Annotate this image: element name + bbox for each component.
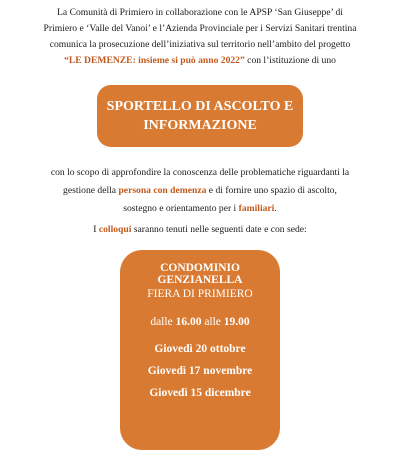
intro-line-1: La Comunità di Primiero in collaborazione con le APSP ‘San Giuseppe’ di	[57, 7, 343, 18]
sessions-highlight: colloqui	[98, 224, 132, 235]
purpose-line-1: con lo scopo di approfondire la conoscenza delle problematiche riguardanti la	[50, 167, 350, 178]
service-title-line-1: SPORTELLO DI ASCOLTO E	[106, 99, 294, 114]
hours-prefix: dalle	[150, 316, 176, 328]
session-date: Giovedì 20 ottobre	[154, 343, 246, 355]
purpose-line-3	[40, 200, 360, 218]
project-title: “LE DEMENZE: insieme si può anno 2022”	[64, 55, 245, 66]
purpose-line-3-end: .	[274, 203, 277, 214]
intro-line-2: Primiero e ‘Valle del Vanoi’ e l’Azienda Provinciale per i Servizi Sanitari trentina	[43, 23, 357, 34]
families-highlight: familiari	[238, 203, 275, 214]
hours-middle: alle	[201, 316, 224, 328]
session-date: Giovedì 17 novembre	[147, 365, 253, 377]
hours-from: 16.00	[175, 316, 202, 328]
venue-name-line-1: CONDOMINIO	[160, 262, 240, 274]
sessions-intro-start: I	[93, 224, 99, 235]
intro-line-4	[40, 53, 360, 69]
service-title-banner	[97, 85, 303, 147]
purpose-line-2-start: gestione della	[63, 185, 119, 196]
purpose-line-3-start: sostegno e orientamento per i	[123, 203, 239, 214]
sessions-intro	[40, 223, 360, 237]
hours-to: 19.00	[223, 316, 250, 328]
schedule-box	[120, 250, 280, 450]
session-date: Giovedì 15 dicembre	[149, 387, 251, 399]
venue-name	[120, 262, 280, 286]
venue-town: FIERA DI PRIMIERO	[147, 288, 253, 300]
person-with-dementia-highlight: persona con demenza	[118, 185, 207, 196]
intro-line-3: comunica la prosecuzione dell’iniziativa sul territorio nell’ambito del progetto	[49, 39, 351, 50]
purpose-paragraph	[40, 164, 360, 218]
intro-paragraph	[40, 5, 360, 69]
purpose-line-2-end: e di fornire uno spazio di ascolto,	[206, 185, 337, 196]
purpose-line-2	[40, 182, 360, 200]
service-title-line-2: INFORMAZIONE	[143, 118, 257, 133]
sessions-intro-end: saranno tenuti nelle seguenti date e con sede:	[131, 224, 307, 235]
intro-line-4-tail: con l’istituzione di uno	[244, 55, 336, 66]
venue-name-line-2: GENZIANELLA	[157, 274, 243, 286]
opening-hours	[120, 315, 280, 329]
